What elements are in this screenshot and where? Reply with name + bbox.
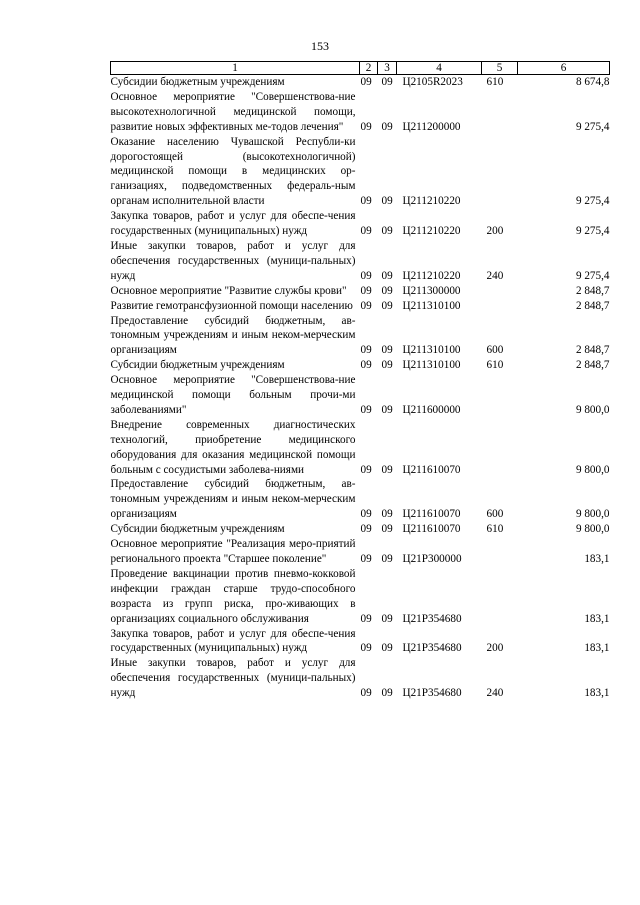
row-expense-type: 600 [486, 508, 504, 521]
row-name: Субсидии бюджетным учреждениям [110, 359, 285, 372]
row-target-article: Ц211610070 [402, 463, 461, 476]
row-subsection-code: 09 [381, 523, 393, 536]
row-expense-type: 240 [486, 269, 504, 282]
table-row [111, 627, 610, 657]
row-target-article: Ц211610070 [402, 523, 461, 536]
row-target-article: Ц21Р354680 [402, 612, 462, 625]
row-amount: 183,1 [584, 553, 610, 565]
row-amount: 2 848,7 [575, 299, 610, 312]
row-amount: 2 848,7 [575, 284, 610, 297]
row-name: Закупка товаров, работ и услуг для обеспе-чения государственных (муниципальных) нужд [110, 627, 356, 655]
row-expense-type [482, 418, 518, 478]
row-target-article: Ц211200000 [402, 120, 461, 133]
row-subsection-code: 09 [381, 120, 393, 133]
row-subsection-code: 09 [381, 403, 393, 416]
table-row [111, 284, 610, 299]
table-row [111, 537, 610, 567]
row-expense-type: 600 [486, 344, 504, 357]
row-target-article: Ц21Р354680 [402, 642, 462, 655]
row-section-code: 09 [360, 553, 372, 565]
row-expense-type [482, 373, 518, 418]
row-target-article: Ц211210220 [402, 269, 461, 282]
table-row [111, 90, 610, 135]
row-section-code: 09 [360, 120, 372, 133]
table-row [111, 358, 610, 373]
row-expense-type: 610 [486, 359, 504, 372]
row-subsection-code: 09 [381, 195, 393, 208]
row-name: Оказание населению Чувашской Республи-ки дорогостоящей (высокотехнологичной) медицинской помощи в медицинских ор-ганизациях, подведомственных федераль-ным органам исполнительной власти [110, 135, 356, 208]
row-name: Субсидии бюджетным учреждениям [110, 76, 285, 88]
row-amount: 9 275,4 [575, 195, 610, 208]
row-section-code: 09 [360, 612, 372, 625]
row-expense-type [482, 537, 518, 567]
column-header-4: 4 [397, 62, 482, 75]
row-subsection-code: 09 [381, 269, 393, 282]
budget-table [110, 61, 610, 701]
row-name: Основное мероприятие "Совершенствова-ние высокотехнологичной медицинской помощи, развитие новых эффективных ме-тодов лечения" [110, 90, 356, 133]
row-name: Предоставление субсидий бюджетным, ав-тономным учреждениям и иным неком-мерческим организациям [110, 314, 356, 357]
row-section-code: 09 [360, 195, 372, 208]
header-row [111, 62, 610, 75]
row-subsection-code: 09 [381, 299, 393, 312]
row-name: Предоставление субсидий бюджетным, ав-тономным учреждениям и иным неком-мерческим организациям [110, 478, 356, 521]
row-section-code: 09 [360, 344, 372, 357]
row-target-article: Ц211210220 [402, 195, 461, 208]
row-target-article: Ц211310100 [402, 359, 461, 372]
row-target-article: Ц21Р300000 [402, 553, 462, 565]
row-name: Внедрение современных диагностических технологий, приобретение медицинского оборудования для оказания медицинской помощи больным с сосудистыми заболева-ниями [110, 418, 356, 476]
row-amount: 183,1 [584, 612, 610, 625]
row-amount: 9 800,0 [575, 463, 610, 476]
row-subsection-code: 09 [381, 225, 393, 238]
table-row [111, 477, 610, 522]
row-section-code: 09 [360, 359, 372, 372]
row-name: Субсидии бюджетным учреждениям [110, 523, 285, 536]
row-amount: 183,1 [584, 642, 610, 655]
row-subsection-code: 09 [381, 284, 393, 297]
row-target-article: Ц211300000 [402, 284, 461, 297]
column-header-3: 3 [378, 62, 397, 75]
row-name: Основное мероприятие "Развитие службы крови" [110, 284, 347, 297]
table-row [111, 567, 610, 627]
row-section-code: 09 [360, 403, 372, 416]
row-section-code: 09 [360, 508, 372, 521]
row-amount: 9 800,0 [575, 403, 610, 416]
row-target-article: Ц211600000 [402, 403, 461, 416]
row-section-code: 09 [360, 225, 372, 238]
row-name: Иные закупки товаров, работ и услуг для обеспечения государственных (муници-пальных) нужд [110, 657, 356, 700]
table-body [111, 75, 610, 702]
table-row [111, 299, 610, 314]
row-section-code: 09 [360, 76, 372, 88]
column-header-6: 6 [518, 62, 610, 75]
row-subsection-code: 09 [381, 463, 393, 476]
row-name: Проведение вакцинации против пневмо-кокковой инфекции граждан старше трудо-способного возраста из групп риска, про-живающих в организациях социального обслуживания [110, 567, 356, 625]
row-target-article: Ц211210220 [402, 225, 461, 238]
row-section-code: 09 [360, 463, 372, 476]
row-expense-type: 610 [486, 523, 504, 536]
row-subsection-code: 09 [381, 687, 393, 700]
row-amount: 2 848,7 [575, 344, 610, 357]
row-amount: 9 275,4 [575, 225, 610, 238]
row-expense-type: 200 [486, 642, 504, 655]
row-expense-type [482, 135, 518, 210]
row-name: Основное мероприятие "Совершенствова-ние медицинской помощи больным прочи-ми заболеваниями" [110, 374, 356, 416]
row-amount: 8 674,8 [575, 76, 610, 88]
row-section-code: 09 [360, 523, 372, 536]
row-expense-type: 200 [486, 225, 504, 238]
row-section-code: 09 [360, 642, 372, 655]
row-amount: 9 275,4 [575, 120, 610, 133]
table-row [111, 239, 610, 284]
table-row [111, 314, 610, 359]
row-section-code: 09 [360, 687, 372, 700]
row-section-code: 09 [360, 269, 372, 282]
table-row [111, 135, 610, 210]
row-name: Иные закупки товаров, работ и услуг для обеспечения государственных (муници-пальных) нужд [110, 239, 356, 282]
table-row [111, 418, 610, 478]
row-subsection-code: 09 [381, 359, 393, 372]
table-row [111, 373, 610, 418]
row-amount: 2 848,7 [575, 359, 610, 372]
row-subsection-code: 09 [381, 553, 393, 565]
table-row [111, 522, 610, 537]
row-amount: 183,1 [584, 687, 610, 700]
page-number: 153 [311, 39, 329, 53]
row-amount: 9 275,4 [575, 269, 610, 282]
row-target-article: Ц2105R2023 [402, 76, 463, 88]
row-section-code: 09 [360, 284, 372, 297]
row-expense-type [482, 284, 518, 299]
row-target-article: Ц211310100 [402, 299, 461, 312]
column-header-5: 5 [482, 62, 518, 75]
row-name: Развитие гемотрансфузионной помощи населению [110, 299, 353, 312]
row-expense-type: 240 [486, 687, 504, 700]
row-section-code: 09 [360, 299, 372, 312]
row-subsection-code: 09 [381, 612, 393, 625]
row-name: Закупка товаров, работ и услуг для обеспе-чения государственных (муниципальных) нужд [110, 210, 356, 238]
table-row [111, 209, 610, 239]
row-expense-type [482, 90, 518, 135]
row-name: Основное мероприятие "Реализация меро-приятий регионального проекта "Старшее поколение" [110, 538, 356, 565]
row-subsection-code: 09 [381, 76, 393, 88]
column-header-1: 1 [111, 62, 360, 75]
row-amount: 9 800,0 [575, 508, 610, 521]
row-subsection-code: 09 [381, 344, 393, 357]
row-expense-type [482, 299, 518, 314]
table-row [111, 656, 610, 701]
table-row [111, 75, 610, 90]
row-target-article: Ц21Р354680 [402, 687, 462, 700]
row-subsection-code: 09 [381, 642, 393, 655]
row-expense-type [482, 567, 518, 627]
row-target-article: Ц211610070 [402, 508, 461, 521]
row-expense-type: 610 [486, 76, 504, 88]
row-amount: 9 800,0 [575, 523, 610, 536]
column-header-2: 2 [360, 62, 378, 75]
row-subsection-code: 09 [381, 508, 393, 521]
row-target-article: Ц211310100 [402, 344, 461, 357]
